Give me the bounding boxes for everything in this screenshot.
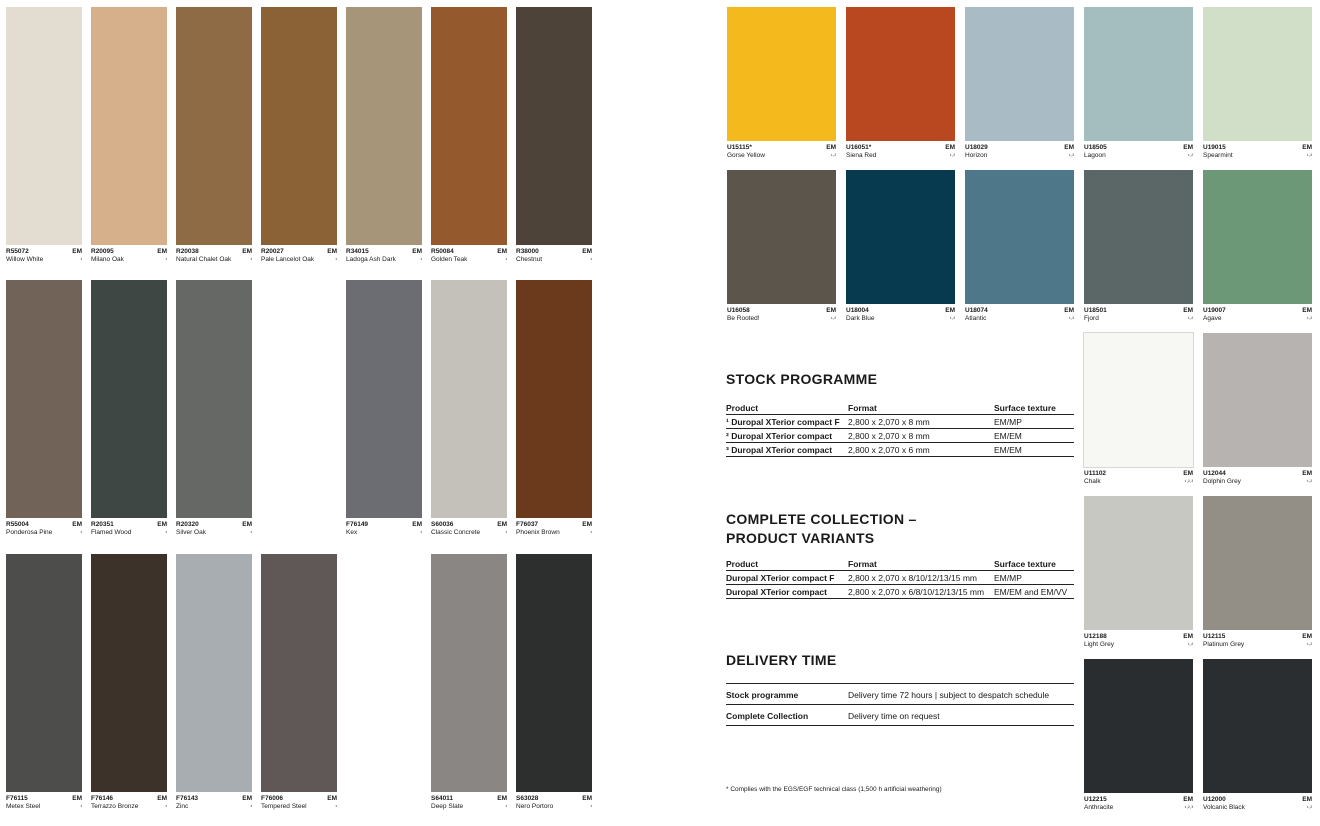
texture-code: EM: [1302, 307, 1312, 314]
table-row: [726, 585, 1074, 599]
decor-name: Nero Portoro: [516, 803, 554, 810]
stock-index: ¹: [590, 530, 592, 536]
decor-chip: [516, 554, 592, 792]
decor-code: R20320: [176, 521, 199, 528]
table-row: [726, 705, 1074, 726]
stock-index: ¹: [590, 804, 592, 810]
product-cell: ¹ Duropal XTerior compact F: [726, 415, 848, 429]
texture-code: EM: [1302, 796, 1312, 803]
decor-code: F76146: [91, 795, 114, 802]
texture-code: EM: [1064, 307, 1074, 314]
texture-code: EM: [945, 307, 955, 314]
decor-swatch: [516, 554, 592, 810]
format-cell: 2,800 x 2,070 x 8 mm: [848, 415, 994, 429]
decor-name: Atlantic: [965, 315, 987, 322]
texture-cell: EM/MP: [994, 415, 1074, 429]
texture-cell: EM/EM: [994, 443, 1074, 457]
table-row: [726, 443, 1074, 457]
stock-index: ¹˒²: [1307, 805, 1312, 811]
decor-swatch: [1203, 659, 1312, 811]
decor-chip: [431, 554, 507, 792]
decor-chip: [727, 170, 836, 304]
decor-chip: [1203, 333, 1312, 467]
texture-code: EM: [582, 795, 592, 802]
decor-code: F76115: [6, 795, 28, 802]
stock-index: ¹˒²: [1307, 479, 1312, 485]
decor-chip: [6, 280, 82, 518]
texture-code: EM: [242, 795, 252, 802]
decor-name: Metex Steel: [6, 803, 41, 810]
decor-chip: [176, 280, 252, 518]
decor-code: F76143: [176, 795, 199, 802]
decor-swatch: [91, 554, 167, 810]
decor-chip: [1203, 7, 1312, 141]
stock-programme-title: STOCK PROGRAMME: [726, 371, 878, 387]
texture-code: EM: [826, 144, 836, 151]
decor-name: Chalk: [1084, 478, 1101, 485]
decor-code: S63028: [516, 795, 539, 802]
decor-chip: [1084, 659, 1193, 793]
texture-code: EM: [1183, 307, 1193, 314]
decor-code: R50084: [431, 248, 454, 255]
decor-chip: [176, 7, 252, 245]
stock-programme-table: [726, 401, 1074, 457]
texture-code: EM: [72, 248, 82, 255]
decor-name: Willow White: [6, 256, 44, 263]
stock-index: ¹˒²: [1188, 316, 1193, 322]
decor-code: U18029: [965, 144, 988, 151]
texture-code: EM: [582, 521, 592, 528]
decor-swatch: [176, 554, 252, 810]
decor-code: U19007: [1203, 307, 1226, 314]
footnote: * Complies with the EGS/EGF technical class (1,500 h artificial weathering): [726, 786, 942, 793]
col-product: Product: [726, 401, 848, 415]
stock-index: ¹: [590, 257, 592, 263]
title-line: PRODUCT VARIANTS: [726, 530, 875, 546]
decor-swatch: [1084, 496, 1193, 648]
decor-chip: [1084, 333, 1193, 467]
decor-swatch: [431, 554, 507, 810]
decor-code: F76037: [516, 521, 539, 528]
decor-chip: [1084, 170, 1193, 304]
decor-code: U12044: [1203, 470, 1226, 477]
decor-chip: [346, 280, 422, 518]
decor-name: Lagoon: [1084, 152, 1106, 159]
stock-index: ¹˒²˒³: [1184, 805, 1193, 811]
texture-code: EM: [1183, 470, 1193, 477]
texture-code: EM: [412, 521, 422, 528]
delivery-value: Delivery time on request: [848, 705, 1074, 726]
decor-code: F76006: [261, 795, 284, 802]
decor-name: Natural Chalet Oak: [176, 256, 232, 263]
stock-index: ¹: [335, 257, 337, 263]
decor-code: S64011: [431, 795, 454, 802]
decor-name: Be Rooted!: [727, 315, 760, 322]
stock-index: ¹: [80, 804, 82, 810]
decor-chip: [431, 7, 507, 245]
decor-swatch: [1084, 7, 1193, 159]
stock-index: ¹: [165, 804, 167, 810]
product-cell: Duropal XTerior compact: [726, 585, 848, 599]
stock-index: ¹˒²: [1307, 153, 1312, 159]
decor-chip: [1203, 496, 1312, 630]
stock-index: ¹: [80, 530, 82, 536]
decor-name: Anthracite: [1084, 804, 1114, 811]
table-row: [726, 684, 1074, 705]
texture-code: EM: [157, 521, 167, 528]
decor-chip: [91, 554, 167, 792]
texture-code: EM: [412, 248, 422, 255]
decor-swatch: [727, 7, 836, 159]
decor-swatch: [431, 7, 507, 263]
decor-chip: [6, 554, 82, 792]
decor-swatch: [346, 7, 422, 263]
product-cell: ³ Duropal XTerior compact: [726, 443, 848, 457]
stock-index: ¹˒²: [950, 153, 955, 159]
stock-index: ¹: [505, 804, 507, 810]
texture-code: EM: [1183, 144, 1193, 151]
decor-swatch: [846, 170, 955, 322]
decor-name: Platinum Grey: [1203, 641, 1245, 648]
stock-index: ¹: [165, 257, 167, 263]
texture-code: EM: [327, 795, 337, 802]
texture-code: EM: [582, 248, 592, 255]
texture-code: EM: [1064, 144, 1074, 151]
decor-chip: [1203, 659, 1312, 793]
decor-swatch: [261, 554, 337, 810]
stock-index: ¹: [165, 530, 167, 536]
decor-code: U18505: [1084, 144, 1107, 151]
decor-swatch: [346, 280, 422, 536]
decor-chip: [846, 7, 955, 141]
decor-swatch: [1203, 170, 1312, 322]
decor-name: Phoenix Brown: [516, 529, 560, 536]
decor-swatch: [6, 280, 82, 536]
texture-code: EM: [327, 248, 337, 255]
delivery-time-title: DELIVERY TIME: [726, 652, 837, 668]
decor-name: Dark Blue: [846, 315, 875, 322]
texture-code: EM: [72, 521, 82, 528]
decor-swatch: [965, 170, 1074, 322]
title-line: COMPLETE COLLECTION –: [726, 511, 917, 527]
stock-index: ¹˒²˒³: [1184, 479, 1193, 485]
decor-swatch: [1203, 333, 1312, 485]
decor-name: Horizon: [965, 152, 988, 159]
decor-code: U12215: [1084, 796, 1107, 803]
stock-index: ¹˒²: [831, 153, 836, 159]
texture-code: EM: [72, 795, 82, 802]
stock-index: ¹: [250, 257, 252, 263]
product-variants-table: [726, 557, 1074, 599]
texture-cell: EM/EM and EM/VV: [994, 585, 1074, 599]
decor-code: U16058: [727, 307, 750, 314]
stock-index: ¹: [420, 530, 422, 536]
decor-name: Ladoga Ash Dark: [346, 256, 396, 263]
decor-chip: [965, 7, 1074, 141]
complete-collection-title: [726, 510, 917, 548]
decor-name: Agave: [1203, 315, 1222, 322]
decor-chip: [261, 7, 337, 245]
col-format: Format: [848, 557, 994, 571]
decor-code: R20038: [176, 248, 199, 255]
decor-swatch: [91, 7, 167, 263]
texture-code: EM: [157, 248, 167, 255]
product-cell: Duropal XTerior compact F: [726, 571, 848, 585]
decor-swatch: [516, 7, 592, 263]
table-row: [726, 429, 1074, 443]
decor-code: R55072: [6, 248, 29, 255]
decor-swatch: [431, 280, 507, 536]
decor-chip: [516, 7, 592, 245]
texture-code: EM: [1183, 796, 1193, 803]
texture-code: EM: [1302, 633, 1312, 640]
decor-name: Classic Concrete: [431, 529, 481, 536]
delivery-value: Delivery time 72 hours | subject to despatch schedule: [848, 684, 1074, 705]
decor-code: R55004: [6, 521, 29, 528]
decor-code: U11102: [1084, 470, 1107, 477]
decor-name: Tempered Steel: [261, 803, 307, 810]
decor-name: Flamed Wood: [91, 529, 132, 536]
decor-chip: [1203, 170, 1312, 304]
texture-code: EM: [497, 795, 507, 802]
decor-swatch: [1203, 496, 1312, 648]
format-cell: 2,800 x 2,070 x 8/10/12/13/15 mm: [848, 571, 994, 585]
decor-swatch: [1203, 7, 1312, 159]
decor-swatch: [727, 170, 836, 322]
decor-code: U12188: [1084, 633, 1107, 640]
texture-code: EM: [1302, 470, 1312, 477]
decor-code: U12115: [1203, 633, 1226, 640]
decor-code: F76149: [346, 521, 369, 528]
delivery-label: Stock programme: [726, 684, 848, 705]
decor-code: U19015: [1203, 144, 1226, 151]
stock-index: ¹: [80, 257, 82, 263]
decor-code: U12000: [1203, 796, 1226, 803]
decor-name: Pale Lancelot Oak: [261, 256, 315, 263]
decor-name: Fjord: [1084, 315, 1099, 322]
decor-code: U18004: [846, 307, 869, 314]
decor-name: Siena Red: [846, 152, 877, 159]
decor-swatch: [516, 280, 592, 536]
col-texture: Surface texture: [994, 557, 1074, 571]
decor-name: Gorse Yellow: [727, 152, 765, 159]
stock-index: ¹: [335, 804, 337, 810]
decor-chip: [261, 554, 337, 792]
decor-name: Terrazzo Bronze: [91, 803, 139, 810]
decor-code: R20351: [91, 521, 114, 528]
decor-chip: [727, 7, 836, 141]
decor-name: Zinc: [176, 803, 189, 810]
stock-index: ¹: [250, 804, 252, 810]
decor-code: U18074: [965, 307, 988, 314]
decor-chip: [176, 554, 252, 792]
decor-swatch: [176, 280, 252, 536]
col-texture: Surface texture: [994, 401, 1074, 415]
decor-name: Kex: [346, 529, 358, 536]
decor-name: Golden Teak: [431, 256, 468, 263]
decor-swatch: [846, 7, 955, 159]
decor-name: Dolphin Grey: [1203, 478, 1241, 485]
format-cell: 2,800 x 2,070 x 6 mm: [848, 443, 994, 457]
texture-code: EM: [242, 521, 252, 528]
decor-chip: [431, 280, 507, 518]
decor-code: U15115*: [727, 144, 752, 151]
decor-chip: [6, 7, 82, 245]
texture-code: EM: [242, 248, 252, 255]
format-cell: 2,800 x 2,070 x 8 mm: [848, 429, 994, 443]
format-cell: 2,800 x 2,070 x 6/8/10/12/13/15 mm: [848, 585, 994, 599]
stock-index: ¹˒²: [1307, 316, 1312, 322]
stock-index: ¹˒²: [831, 316, 836, 322]
decor-swatch: [1084, 333, 1193, 485]
decor-chip: [846, 170, 955, 304]
decor-name: Spearmint: [1203, 152, 1233, 159]
decor-code: U18501: [1084, 307, 1107, 314]
texture-code: EM: [826, 307, 836, 314]
decor-swatch: [1084, 659, 1193, 811]
texture-code: EM: [945, 144, 955, 151]
decor-chip: [91, 280, 167, 518]
texture-code: EM: [1302, 144, 1312, 151]
decor-swatch: [6, 554, 82, 810]
stock-index: ¹˒²: [950, 316, 955, 322]
decor-name: Silver Oak: [176, 529, 206, 536]
product-cell: ² Duropal XTerior compact: [726, 429, 848, 443]
decor-swatch: [176, 7, 252, 263]
texture-code: EM: [497, 521, 507, 528]
stock-index: ¹: [420, 257, 422, 263]
col-product: Product: [726, 557, 848, 571]
decor-chip: [516, 280, 592, 518]
decor-chip: [1084, 7, 1193, 141]
stock-index: ¹: [505, 530, 507, 536]
decor-code: R34015: [346, 248, 369, 255]
col-format: Format: [848, 401, 994, 415]
decor-swatch: [261, 7, 337, 263]
decor-swatch: [91, 280, 167, 536]
decor-name: Ponderosa Pine: [6, 529, 53, 536]
table-row: [726, 571, 1074, 585]
decor-code: R20027: [261, 248, 284, 255]
decor-name: Volcanic Black: [1203, 804, 1245, 811]
texture-code: EM: [157, 795, 167, 802]
stock-index: ¹: [250, 530, 252, 536]
decor-swatch: [1084, 170, 1193, 322]
texture-code: EM: [1183, 633, 1193, 640]
decor-swatch: [965, 7, 1074, 159]
stock-index: ¹˒²: [1307, 642, 1312, 648]
decor-chip: [346, 7, 422, 245]
decor-code: R38000: [516, 248, 539, 255]
table-row: [726, 415, 1074, 429]
decor-name: Light Grey: [1084, 641, 1114, 648]
decor-swatch: [6, 7, 82, 263]
stock-index: ¹: [505, 257, 507, 263]
texture-cell: EM/EM: [994, 429, 1074, 443]
stock-index: ¹˒²: [1069, 153, 1074, 159]
delivery-label: Complete Collection: [726, 705, 848, 726]
texture-cell: EM/MP: [994, 571, 1074, 585]
decor-code: S60036: [431, 521, 454, 528]
decor-code: R20095: [91, 248, 114, 255]
delivery-time-table: [726, 683, 1074, 726]
decor-chip: [1084, 496, 1193, 630]
decor-name: Deep Slate: [431, 803, 464, 810]
texture-code: EM: [497, 248, 507, 255]
decor-chip: [965, 170, 1074, 304]
decor-name: Milano Oak: [91, 256, 124, 263]
stock-index: ¹˒²: [1069, 316, 1074, 322]
stock-index: ¹˒²: [1188, 153, 1193, 159]
decor-code: U16051*: [846, 144, 872, 151]
stock-index: ¹˒²: [1188, 642, 1193, 648]
decor-chip: [91, 7, 167, 245]
decor-name: Chestnut: [516, 256, 543, 263]
